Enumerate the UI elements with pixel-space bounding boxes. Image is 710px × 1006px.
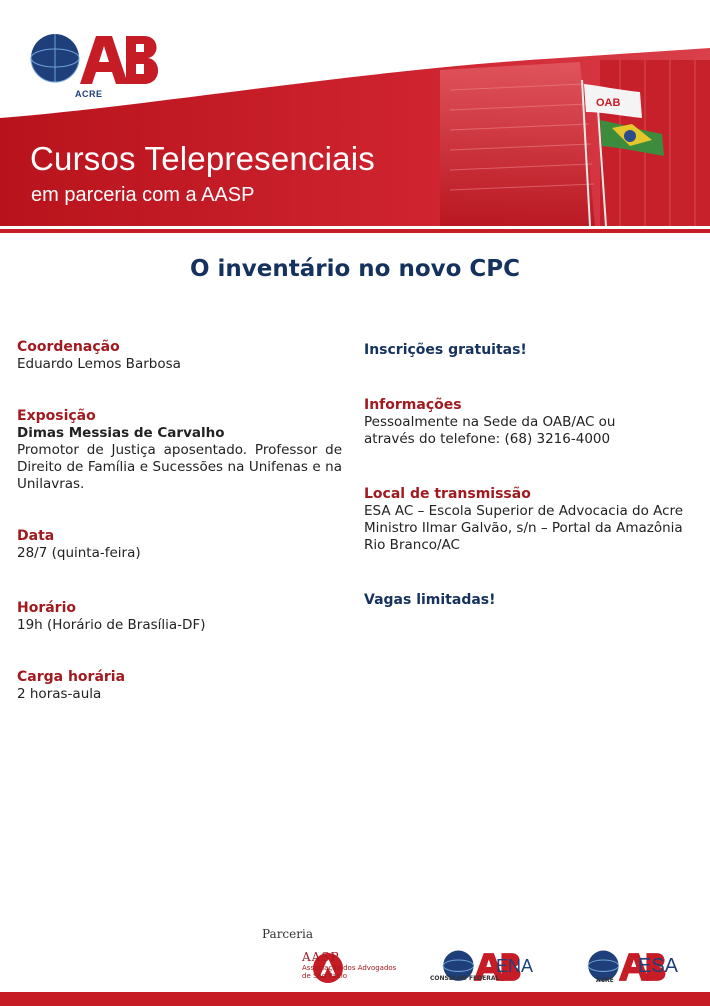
banner-subtitle: em parceria com a AASP — [31, 184, 255, 206]
esa-label: ESA — [638, 955, 679, 977]
carga-value: 2 horas-aula — [17, 686, 102, 702]
oab-acre-label: ACRE — [596, 977, 614, 984]
local-line-1: ESA AC – Escola Superior de Advocacia do Acre — [364, 503, 684, 519]
horario-value: 19h (Horário de Brasília-DF) — [17, 617, 206, 633]
data-value: 28/7 (quinta-feira) — [17, 545, 141, 561]
logo-org-label: ACRE — [75, 89, 103, 99]
svg-text:OAB: OAB — [596, 97, 621, 109]
header-banner — [0, 0, 710, 235]
carga-heading: Carga horária — [17, 669, 126, 685]
parceria-label: Parceria — [262, 927, 313, 941]
right-column — [364, 342, 684, 609]
local-heading: Local de transmissão — [364, 486, 531, 502]
left-column — [17, 339, 342, 703]
coordenacao-name: Eduardo Lemos Barbosa — [17, 356, 181, 372]
local-line-2: Ministro Ilmar Galvão, s/n – Portal da Amazônia — [364, 520, 683, 536]
speaker-description: Promotor de Justiça aposentado. Professor de Direito de Família e Sucessões na Unifenas e na Unilavras. — [17, 442, 342, 492]
exposicao-heading: Exposição — [17, 408, 96, 424]
footer-bar — [0, 992, 710, 1006]
coordenacao-heading: Coordenação — [17, 339, 120, 355]
aasp-name: AASP — [302, 950, 340, 964]
page-title: O inventário no novo CPC — [189, 256, 521, 282]
oab-cf-label: CONSELHO FEDERAL — [430, 975, 500, 982]
informacoes-line-1: Pessoalmente na Sede da OAB/AC ou — [364, 414, 616, 430]
data-heading: Data — [17, 528, 55, 544]
inscricoes-notice: Inscrições gratuitas! — [364, 342, 527, 358]
informacoes-heading: Informações — [364, 397, 462, 413]
ena-label: ENA — [496, 956, 534, 976]
banner-title: Cursos Telepresenciais — [30, 140, 375, 177]
informacoes-line-2: através do telefone: (68) 3216-4000 — [364, 431, 611, 447]
speaker-name: Dimas Messias de Carvalho — [17, 425, 225, 441]
vagas-notice: Vagas limitadas! — [364, 592, 496, 608]
local-line-3: Rio Branco/AC — [364, 537, 460, 553]
aasp-subtitle: Associação dos Advogados de São Paulo — [302, 964, 397, 980]
horario-heading: Horário — [17, 600, 77, 616]
